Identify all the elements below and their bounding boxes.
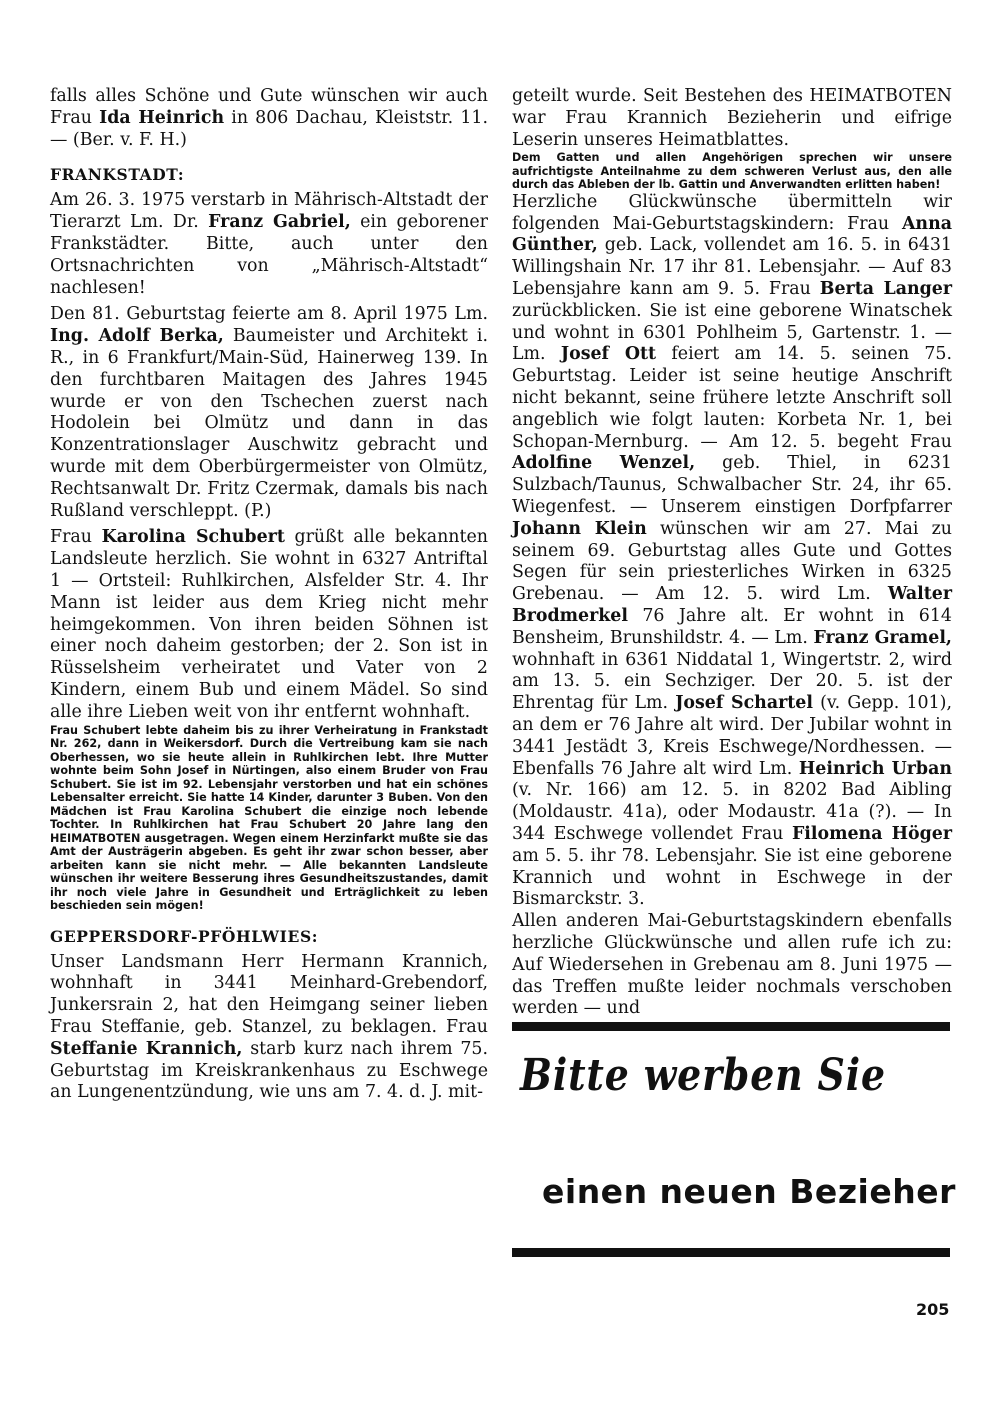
- person-name: Ing. Adolf Berka,: [50, 326, 224, 347]
- person-name: Steffanie Krannich,: [50, 1038, 243, 1059]
- frankstadt-paragraph-2: Den 81. Geburtstag feierte am 8. April 1975 Lm. Ing. Adolf Berka, Baumeister und Architekt i. R., in 6 Frankfurt/Main-Süd, Hainerweg 139. In den furchtbaren Maitagen des Jahres 1945 wurde er von den Tschechen zuerst nach Hodolein bei Olmütz und dann in das Konzentrationslager Auschwitz gebracht und wurde mit dem Oberbürgermeister von Olmütz, Rechtsanwalt Dr. Fritz Czermak, damals bis nach Rußland verschleppt. (P.): [50, 304, 488, 521]
- birthday-paragraph: Herzliche Glückwünsche übermitteln wir folgenden Mai-Geburtstagskindern: Frau Anna Günther, geb. Lack, vollendet am 16. 5. in 6431 Willingshain Nr. 17 ihr 81. Lebensjahr. — Auf 83 Lebensjahre kann am 9. 5. Frau Berta Langer zurückblicken. Sie ist eine geborene Winatschek und wohnt in 6301 Pohlheim 5, Gartenstr. 1. — Lm. Josef Ott feiert am 14. 5. seinen 75. Geburtstag. Leider ist seine heutige Anschrift nicht bekannt, seine frühere letzte Anschrift soll angeblich wie folgt lauten: Korbeta Nr. 1, bei Schopan-Mernburg. — Am 12. 5. begeht Frau Adolfine Wenzel, geb. Thiel, in 6231 Sulzbach/Taunus, Schwalbacher Str. 24, ihr 65. Wiegenfest. — Unserem einstigen Dorfpfarrer Johann Klein wünschen wir am 27. Mai zu seinem 69. Geburtstag alles Gute und Gottes Segen für sein priesterliches Wirken in 6325 Grebenau. — Am 12. 5. wird Lm. Walter Brodmerkel 76 Jahre alt. Er wohnt in 614 Bensheim, Brunshildstr. 4. — Lm. Franz Gramel, wohnhaft in 6361 Niddatal 1, Wingertstr. 2, wird am 13. 5. ein Sechziger. Der 20. 5. ist der Ehrentag für Lm. Josef Schartel (v. Gepp. 101), an dem er 76 Jahre alt wird. Der Jubilar wohnt in 3441 Jestädt 3, Kreis Eschwege/Nordhessen. — Ebenfalls 76 Jahre alt wird Lm. Heinrich Urban (v. Nr. 166) am 12. 5. in 8202 Bad Aibling (Moldaustr. 41a), oder Modaustr. 41a (?). — In 344 Eschwege vollendet Frau Filomena Höger am 5. 5. ihr 78. Lebensjahr. Sie ist eine geborene Krannich und wohnt in Eschwege in der Bismarckstr. 3.: [512, 191, 953, 910]
- intro-paragraph: falls alles Schöne und Gute wünschen wir auch Frau Ida Heinrich in 806 Dachau, Kleiststr. 11. — (Ber. v. F. H.): [50, 86, 488, 150]
- person-name: Franz Gabriel,: [208, 212, 351, 233]
- right-column: [512, 86, 952, 1020]
- frankstadt-small-note: Frau Schubert lebte daheim bis zu ihrer Verheiratung in Frankstadt Nr. 262, dann in Weikersdorf. Durch die Vertreibung kam sie nach Oberhessen, wo sie heute allein in Ruhlkirchen lebt. Ihre Mutter wohnte beim Sohn Josef in Nürtingen, also einem Bruder von Frau Schubert. Sie ist im 92. Lebensjahr verstorben und hat ein schönes Lebensalter erreicht. Sie hatte 14 Kinder, darunter 3 Buben. Von den Mädchen ist Frau Karolina Schubert die einzige noch lebende Tochter. In Ruhlkirchen hat Frau Schubert 20 Jahre lang den HEIMATBOTEN ausgetragen. Wegen einem Herzinfarkt mußte sie das Amt der Austrägerin abgeben. Es geht ihr zwar schon besser, aber arbeiten kann sie nicht mehr. — Alle bekannten Landsleute wünschen ihr weitere Besserung ihres Gesundheitszustandes, damit ihr noch viele Jahre in Gesundheit und Erträglichkeit zu leben beschieden sein mögen!: [50, 723, 488, 913]
- person-name: Adolfine Wenzel,: [512, 453, 696, 474]
- ad-top-rule: [512, 1022, 950, 1031]
- person-name: Walter Brodmerkel: [512, 584, 952, 627]
- closing-paragraph: Allen anderen Mai-Geburtstagskindern ebenfalls herzliche Glückwünsche und allen rufe ich zu: Auf Wiedersehen in Grebenau am 8. Juni 1975 — das Treffen mußte leider nochmals verschoben werden — und: [512, 911, 952, 1019]
- condolence-note: Dem Gatten und allen Angehörigen sprechen wir unsere aufrichtigste Anteilnahme zu dem schweren Verlust aus, den alle durch das Ableben der lb. Gattin und Anverwandten erlitten haben!: [512, 151, 952, 192]
- advertisement-box: [512, 1022, 956, 1262]
- left-column: [50, 86, 488, 1104]
- frankstadt-heading: FRANKSTADT:: [50, 165, 185, 185]
- frankstadt-paragraph-3: Frau Karolina Schubert grüßt alle bekannten Landsleute herzlich. Sie wohnt in 6327 Antriftal 1 — Ortsteil: Ruhlkirchen, Alsfelder Str. 4. Ihr Mann ist leider aus dem Krieg nicht mehr heimgekommen. Von ihren beiden Söhnen ist einer noch daheim gestorben; der 2. Son ist in Rüsselsheim verheiratet und Vater von 2 Kindern, einem Bub und einem Mädel. So sind alle ihre Lieben weit von ihr entfernt wohnhaft.: [50, 527, 488, 722]
- person-name: Ida Heinrich: [99, 107, 225, 128]
- person-name: Anna Günther,: [512, 213, 952, 256]
- ad-bottom-rule: [512, 1248, 950, 1257]
- page-number: 205: [916, 1300, 950, 1319]
- frankstadt-paragraph-1: Am 26. 3. 1975 verstarb in Mährisch-Altstadt der Tierarzt Lm. Dr. Franz Gabriel, ein geborener Frankstädter. Bitte, auch unter den Ortsnachrichten von „Mährisch-Altstadt“ nachlesen!: [50, 190, 488, 298]
- ad-subline: einen neuen Bezieher: [542, 1172, 956, 1211]
- person-name: Heinrich Urban: [798, 758, 953, 779]
- continuation-paragraph: geteilt wurde. Seit Bestehen des HEIMATBOTEN war Frau Krannich Bezieherin und eifrige Leserin unseres Heimatblattes.: [512, 86, 952, 150]
- person-name: Franz Gramel,: [813, 627, 952, 648]
- person-name: Filomena Höger: [791, 824, 952, 844]
- person-name: Josef Ott: [560, 344, 657, 365]
- geppersdorf-heading: GEPPERSDORF-PFÖHLWIES:: [50, 926, 319, 946]
- ad-headline: Bitte werben Sie: [520, 1050, 886, 1101]
- person-name: Johann Klein: [512, 518, 647, 539]
- geppersdorf-paragraph: Unser Landsmann Herr Hermann Krannich, wohnhaft in 3441 Meinhard-Grebendorf, Junkersrain 2, hat den Heimgang seiner lieben Frau Steffanie, geb. Stanzel, zu beklagen. Frau Steffanie Krannich, starb kurz nach ihrem 75. Geburtstag im Kreiskrankenhaus zu Eschwege an Lungenentzündung, wie uns am 7. 4. d. J. mit-: [50, 951, 488, 1103]
- person-name: Josef Schartel: [675, 693, 813, 714]
- person-name: Karolina Schubert: [101, 527, 285, 548]
- person-name: Berta Langer: [819, 279, 952, 300]
